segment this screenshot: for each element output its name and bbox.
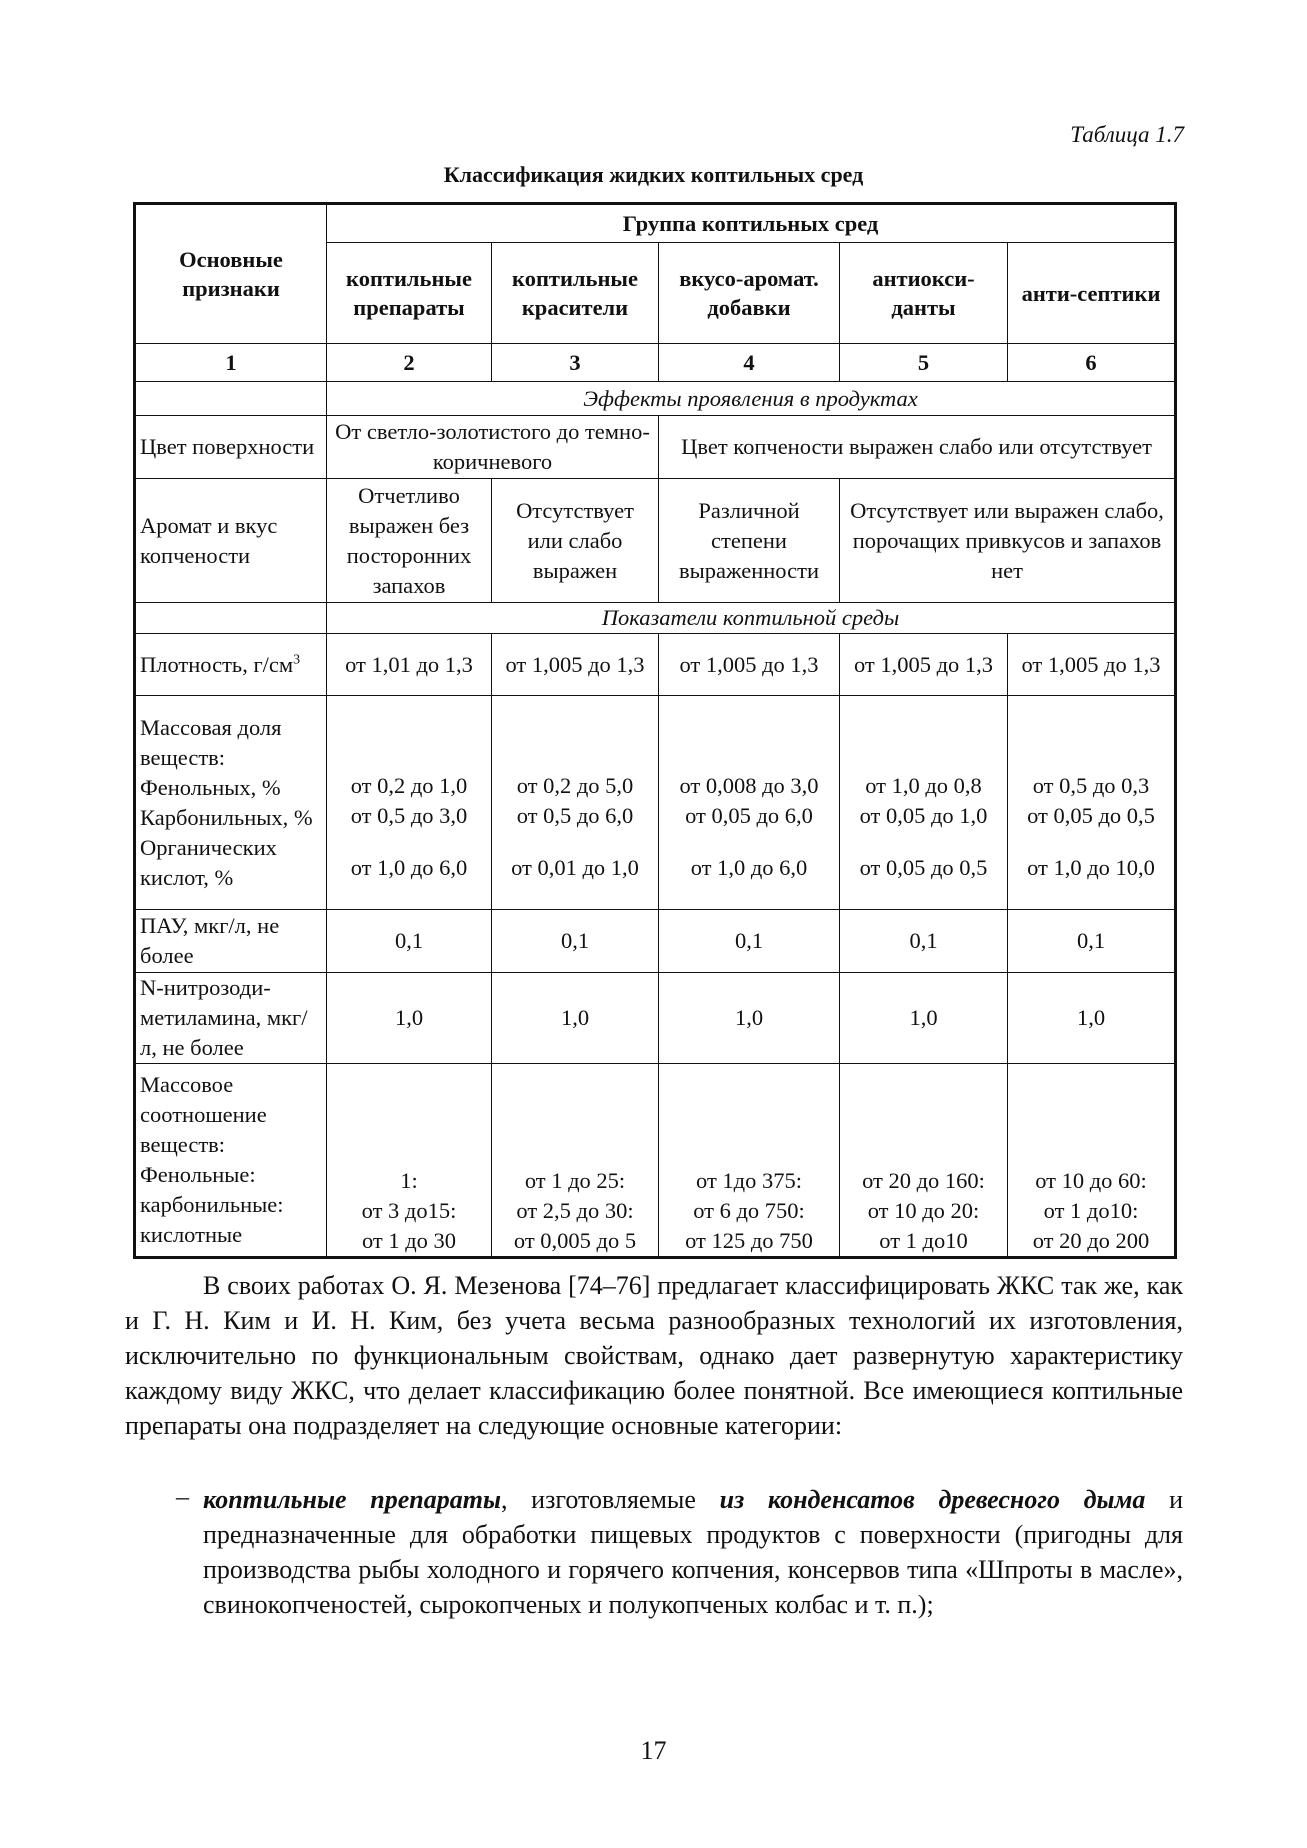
col-number: 1 [135, 344, 327, 382]
mass-fraction-cell: от 0,2 до 1,0 от 0,5 до 3,0 от 1,0 до 6,0 [327, 696, 492, 910]
header-col-flavor-additives: вкусо-аромат. добавки [659, 243, 840, 344]
aroma-flavor-additives: Различной степени выраженности [659, 479, 840, 603]
pah-value: 0,1 [659, 910, 840, 973]
section-effects: Эффекты проявления в продуктах [327, 382, 1176, 416]
term-smoke-condensates: из конденсатов древесного дыма [719, 1485, 1146, 1514]
row-label-aroma: Аромат и вкус копчености [135, 479, 327, 603]
density-unit-exponent: 3 [293, 652, 301, 667]
header-col-antiseptics: анти-септики [1008, 243, 1176, 344]
header-col-antioxidants: антиокси-данты [840, 243, 1008, 344]
list-item-paragraph: коптильные препараты, изготовляемые из конденсатов древесного дыма и предназначенные для обработки пищевых продуктов с поверхности (пригодны для производства рыбы холодного и горячего копчения, консервов типа «Шпроты в масле», свинокопченостей, сырокопченых и полукопченых колбас и т. п.); [203, 1485, 1183, 1619]
table-number: Таблица 1.7 [1070, 122, 1184, 147]
row-label-surface-color: Цвет поверхности [135, 416, 327, 479]
mass-fraction-cell: от 0,5 до 0,3 от 0,05 до 0,5 от 1,0 до 10,0 [1008, 696, 1176, 910]
ratio-cell: 1: от 3 до15: от 1 до 30 [327, 1064, 492, 1258]
surface-color-group-b: Цвет копчености выражен слабо или отсутствует [659, 416, 1176, 479]
mass-fraction-cell: от 0,008 до 3,0 от 0,05 до 6,0 от 1,0 до 6,0 [659, 696, 840, 910]
ratio-cell: от 1до 375: от 6 до 750: от 125 до 750 [659, 1064, 840, 1258]
col-number: 3 [492, 344, 659, 382]
empty-cell [135, 603, 327, 634]
empty-cell [135, 382, 327, 416]
col-number: 2 [327, 344, 492, 382]
pah-value: 0,1 [327, 910, 492, 973]
pah-value: 0,1 [840, 910, 1008, 973]
table-title: Классификация жидких коптильных сред [443, 162, 864, 187]
row-label-density: Плотность, $г/см^3$ [135, 634, 327, 696]
aroma-dyes: Отсутствует или слабо выражен [492, 479, 659, 603]
pah-value: 0,1 [1008, 910, 1176, 973]
mass-fraction-cell: от 0,2 до 5,0 от 0,5 до 6,0 от 0,01 до 1,0 [492, 696, 659, 910]
aroma-antioxidants-antiseptics: Отсутствует или выражен слабо, порочащих привкусов и запахов нет [840, 479, 1176, 603]
header-col-dyes: коптильные красители [492, 243, 659, 344]
body-paragraph: В своих работах О. Я. Мезенова [74–76] предлагает классифицировать ЖКС так же, как и Г. Н. Ким и И. Н. Ким, без учета весьма разнообразных технологий их изготовления, исключительно по функциональным свойствам, однако дает развернутую характеристику каждому виду ЖКС, что делает классификацию более понятной. Все имеющиеся коптильные препараты она подразделяет на следующие основные категории: [125, 1271, 1183, 1440]
header-col-preparations: коптильные препараты [327, 243, 492, 344]
header-basic-features: Основные признаки [135, 204, 327, 344]
term-smoke-preparations: коптильные препараты [203, 1485, 501, 1514]
aroma-preparations: Отчетливо выражен без посторонних запахов [327, 479, 492, 603]
nitroso-value: 1,0 [327, 973, 492, 1064]
surface-color-group-a: От светло-золотистого до темно-коричневого [327, 416, 659, 479]
page-number: 17 [640, 1736, 667, 1765]
pah-value: 0,1 [492, 910, 659, 973]
ratio-cell: от 10 до 60: от 1 до10: от 20 до 200 [1008, 1064, 1176, 1258]
ratio-cell: от 20 до 160: от 10 до 20: от 1 до10 [840, 1064, 1008, 1258]
density-value: от 1,005 до 1,3 [492, 634, 659, 696]
mass-fraction-cell: от 1,0 до 0,8 от 0,05 до 1,0 от 0,05 до 0,5 [840, 696, 1008, 910]
row-label-pah: ПАУ, мкг/л, не более [135, 910, 327, 973]
section-indicators: Показатели коптильной среды [327, 603, 1176, 634]
classification-table [133, 202, 1177, 1259]
density-value: от 1,005 до 1,3 [840, 634, 1008, 696]
row-label-ratio: Массовое соотношение веществ: Фенольные: карбонильные: кислотные [135, 1064, 327, 1258]
ratio-cell: от 1 до 25: от 2,5 до 30: от 0,005 до 5 [492, 1064, 659, 1258]
nitroso-value: 1,0 [492, 973, 659, 1064]
density-value: от 1,01 до 1,3 [327, 634, 492, 696]
row-label-nitroso: N-нитрозоди-метиламина, мкг/л, не более [135, 973, 327, 1064]
col-number: 6 [1008, 344, 1176, 382]
nitroso-value: 1,0 [1008, 973, 1176, 1064]
row-label-mass-fraction: Массовая доля веществ: Фенольных, % Карбонильных, % Органических кислот, % [135, 696, 327, 910]
col-number: 5 [840, 344, 1008, 382]
col-number: 4 [659, 344, 840, 382]
density-value: от 1,005 до 1,3 [1008, 634, 1176, 696]
list-dash: – [176, 1482, 189, 1511]
nitroso-value: 1,0 [659, 973, 840, 1064]
density-value: от 1,005 до 1,3 [659, 634, 840, 696]
header-group: Группа коптильных сред [327, 204, 1176, 243]
nitroso-value: 1,0 [840, 973, 1008, 1064]
